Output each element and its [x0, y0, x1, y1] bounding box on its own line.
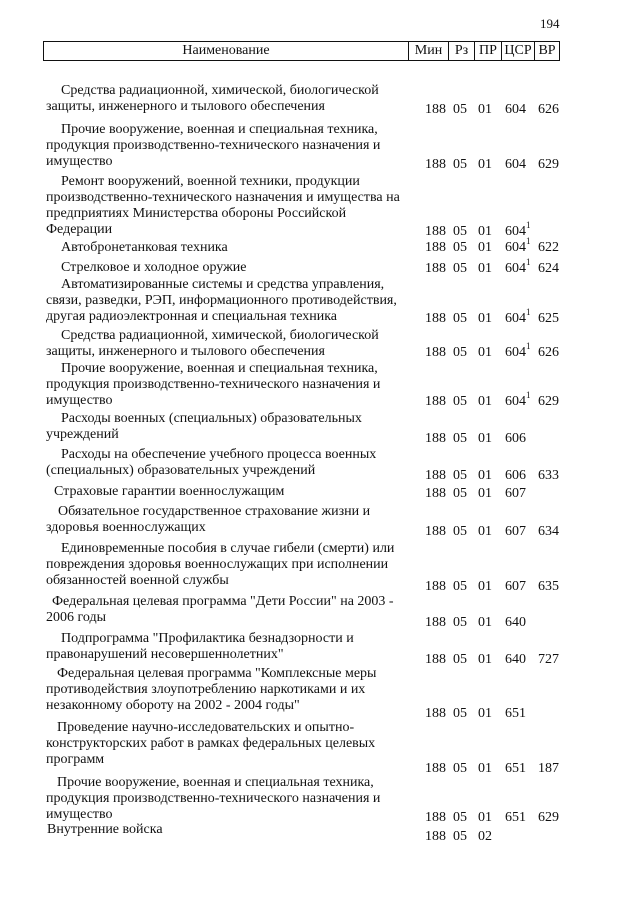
row-name: Обязательное государственное страхование жизни и здоровья военнослужащих [46, 504, 371, 535]
row-name: Единовременные пособия в случае гибели (смерти) или повреждения здоровья военнослужащих при исполнении обязанностей военной службы [46, 541, 395, 588]
row-name: Внутренние войска [47, 822, 163, 837]
row-name: Ремонт вооружений, военной техники, продукции производственно-технического назначения и имущества на предприятиях Министерства обороны Российской Федерации [46, 174, 400, 237]
row-csr: 607 [505, 486, 526, 501]
row-csr: 606 [505, 431, 526, 446]
row-csr: 606 [505, 468, 526, 483]
row-name: Расходы на обеспечение учебного процесса военных (специальных) образовательных учреждений [46, 447, 377, 478]
header-name: Наименование [182, 43, 270, 58]
row-rz: 05 [453, 829, 467, 844]
row-rz: 05 [453, 240, 467, 255]
footnote-marker: 1 [526, 307, 531, 318]
row-min: 188 [425, 486, 446, 501]
row-min: 188 [425, 311, 446, 326]
row-csr: 607 [505, 524, 526, 539]
row-pr: 01 [478, 240, 492, 255]
row-min: 188 [425, 224, 446, 239]
row-pr: 02 [478, 829, 492, 844]
row-rz: 05 [453, 652, 467, 667]
row-csr: 640 [505, 652, 526, 667]
table-header [43, 41, 560, 61]
row-rz: 05 [453, 157, 467, 172]
row-min: 188 [425, 240, 446, 255]
row-min: 188 [425, 652, 446, 667]
row-pr: 01 [478, 468, 492, 483]
header-vr: ВР [534, 42, 559, 60]
row-rz: 05 [453, 810, 467, 825]
row-vr: 727 [538, 652, 559, 667]
row-rz: 05 [453, 761, 467, 776]
row-vr: 634 [538, 524, 559, 539]
row-min: 188 [425, 524, 446, 539]
footnote-marker: 1 [526, 390, 531, 401]
row-vr: 626 [538, 102, 559, 117]
row-name: Федеральная целевая программа "Дети России" на 2003 - 2006 годы [46, 594, 394, 625]
row-pr: 01 [478, 102, 492, 117]
page-number: 194 [540, 16, 560, 31]
row-vr: 624 [538, 261, 559, 276]
row-min: 188 [425, 261, 446, 276]
row-pr: 01 [478, 652, 492, 667]
row-min: 188 [425, 579, 446, 594]
footnote-marker: 1 [526, 236, 531, 247]
row-rz: 05 [453, 345, 467, 360]
row-csr: $604^1$ [505, 220, 531, 239]
row-rz: 05 [453, 486, 467, 501]
row-min: 188 [425, 615, 446, 630]
row-pr: 01 [478, 311, 492, 326]
row-pr: 01 [478, 524, 492, 539]
row-vr: 622 [538, 240, 559, 255]
row-csr: $604^1$ [505, 236, 531, 255]
row-name: Автобронетанковая техника [61, 240, 228, 255]
row-rz: 05 [453, 468, 467, 483]
row-min: 188 [425, 345, 446, 360]
footnote-marker: 1 [526, 257, 531, 268]
row-rz: 05 [453, 261, 467, 276]
row-min: 188 [425, 468, 446, 483]
footnote-marker: 1 [526, 220, 531, 231]
row-rz: 05 [453, 102, 467, 117]
row-name: Страховые гарантии военнослужащим [54, 484, 285, 499]
header-rz: Рз [448, 42, 474, 60]
header-pr: ПР [474, 42, 501, 60]
row-vr: 626 [538, 345, 559, 360]
row-rz: 05 [453, 431, 467, 446]
row-vr: 629 [538, 394, 559, 409]
row-csr: $604^1$ [505, 257, 531, 276]
row-name: Средства радиационной, химической, биологической защиты, инженерного и тылового обеспечения [46, 328, 379, 359]
row-pr: 01 [478, 761, 492, 776]
row-name: Средства радиационной, химической, биологической защиты, инженерного и тылового обеспечения [46, 83, 379, 114]
row-csr: 604 [505, 157, 526, 172]
row-rz: 05 [453, 224, 467, 239]
row-pr: 01 [478, 810, 492, 825]
row-csr: $604^1$ [505, 390, 531, 409]
row-name: Прочие вооружение, военная и специальная техника, продукция производственно-технического назначения и имущество [46, 122, 381, 169]
row-pr: 01 [478, 431, 492, 446]
row-pr: 01 [478, 394, 492, 409]
row-min: 188 [425, 761, 446, 776]
footnote-marker: 1 [526, 341, 531, 352]
row-rz: 05 [453, 706, 467, 721]
row-vr: 635 [538, 579, 559, 594]
row-min: 188 [425, 394, 446, 409]
row-name: Прочие вооружение, военная и специальная техника, продукция производственно-технического назначения и имущество [46, 361, 381, 408]
header-csr: ЦСР [501, 42, 534, 60]
row-csr: 651 [505, 761, 526, 776]
row-min: 188 [425, 431, 446, 446]
row-pr: 01 [478, 261, 492, 276]
row-rz: 05 [453, 615, 467, 630]
row-pr: 01 [478, 486, 492, 501]
row-vr: 629 [538, 157, 559, 172]
header-min: Мин [408, 42, 448, 60]
row-min: 188 [425, 157, 446, 172]
row-min: 188 [425, 829, 446, 844]
row-pr: 01 [478, 345, 492, 360]
row-pr: 01 [478, 224, 492, 239]
row-pr: 01 [478, 615, 492, 630]
row-csr: 651 [505, 706, 526, 721]
row-rz: 05 [453, 394, 467, 409]
row-name: Проведение научно-исследовательских и опытно- конструкторских работ в рамках федеральных целевых программ [46, 720, 376, 767]
row-csr: 604 [505, 102, 526, 117]
row-pr: 01 [478, 157, 492, 172]
row-vr: 187 [538, 761, 559, 776]
row-name: Подпрограмма "Профилактика безнадзорности и правонарушений несовершеннолетних" [46, 631, 354, 662]
row-csr: $604^1$ [505, 307, 531, 326]
row-name: Прочие вооружение, военная и специальная техника, продукция производственно-технического назначения и имущество [46, 775, 381, 822]
row-rz: 05 [453, 524, 467, 539]
row-vr: 629 [538, 810, 559, 825]
row-name: Федеральная целевая программа "Комплексные меры противодействия злоупотреблению наркотиками и их незаконному обороту на 2002 - 2004 годы" [46, 666, 377, 713]
row-name: Стрелковое и холодное оружие [61, 260, 247, 275]
row-pr: 01 [478, 706, 492, 721]
row-name: Автоматизированные системы и средства управления, связи, разведки, РЭП, информационного противодействия, другая радиоэлектронная и специальная техника [46, 277, 397, 324]
row-csr: 640 [505, 615, 526, 630]
row-min: 188 [425, 810, 446, 825]
row-csr: 651 [505, 810, 526, 825]
row-rz: 05 [453, 579, 467, 594]
row-csr: 607 [505, 579, 526, 594]
row-name: Расходы военных (специальных) образовательных учреждений [46, 411, 362, 442]
row-vr: 633 [538, 468, 559, 483]
row-csr: $604^1$ [505, 341, 531, 360]
row-vr: 625 [538, 311, 559, 326]
row-min: 188 [425, 102, 446, 117]
row-min: 188 [425, 706, 446, 721]
row-rz: 05 [453, 311, 467, 326]
row-pr: 01 [478, 579, 492, 594]
